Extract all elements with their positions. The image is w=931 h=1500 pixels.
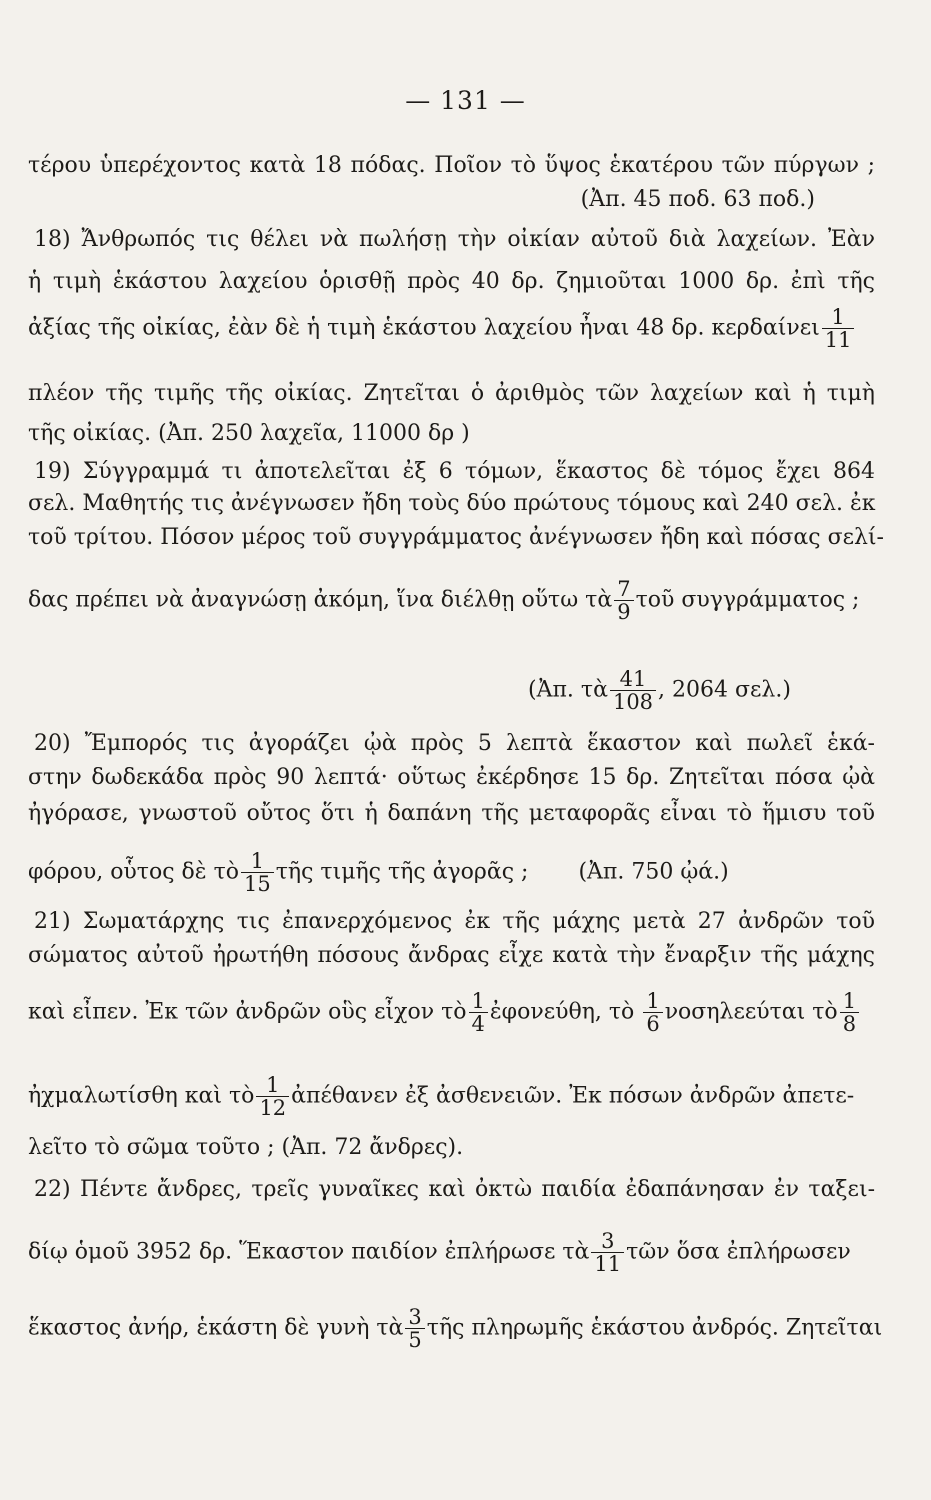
problem-21-line: 21) Σωματάρχης τις ἐπανερχόμενος ἐκ τῆς μάχης μετὰ 27 ἀνδρῶν τοῦ <box>34 909 875 934</box>
page-number: — 131 — <box>405 86 526 115</box>
fraction-numerator: 1 <box>822 306 855 329</box>
problem-22-line: 22) Πέντε ἄνδρες, τρεῖς γυναῖκες καὶ ὀκτὼ παιδία ἐδαπάνησαν ἐν ταξει- <box>34 1177 875 1202</box>
answer-line: λεῖτο τὸ σῶμα τοῦτο ; (Ἀπ. 72 ἄνδρες). <box>28 1135 464 1160</box>
text-line: τέρου ὑπερέχοντος κατὰ 18 πόδας. Ποῖον τὸ ὕψος ἑκατέρου τῶν πύργων ; <box>28 153 875 178</box>
text-line: πλέον τῆς τιμῆς τῆς οἰκίας. Ζητεῖται ὁ ἀριθμὸς τῶν λαχείων καὶ ἡ τιμὴ <box>28 381 875 406</box>
fraction-denominator: 15 <box>244 872 271 896</box>
fraction <box>840 990 859 1035</box>
answer-line: τῆς οἰκίας. (Ἀπ. 250 λαχεῖα, 11000 δρ ) <box>28 421 470 446</box>
fraction-denominator: 108 <box>612 690 654 714</box>
fraction-denominator: 6 <box>646 1012 660 1036</box>
text-segment: , 2064 σελ.) <box>658 677 791 703</box>
answer-text: (Ἀπ. 750 ᾠά.) <box>578 859 729 885</box>
problem-20-line: 20) Ἔμπορός τις ἀγοράζει ᾠὰ πρὸς 5 λεπτὰ ἕκαστον καὶ πωλεῖ ἑκά- <box>34 731 875 756</box>
fraction-denominator: 9 <box>617 600 631 624</box>
fraction <box>469 990 488 1035</box>
text-segment: τῆς τιμῆς τῆς ἀγορᾶς ; <box>275 859 529 885</box>
text-line <box>28 1074 875 1119</box>
text-line: ἡ τιμὴ ἑκάστου λαχείου ὁρισθῇ πρὸς 40 δρ. ζημιοῦται 1000 δρ. ἐπὶ τῆς <box>28 269 875 294</box>
text-segment: δας πρέπει νὰ ἀναγνώσῃ ἀκόμη, ἵνα διέλθῃ οὕτω τὰ <box>28 587 613 613</box>
text-line: σελ. Μαθητής τις ἀνέγνωσεν ἤδη τοὺς δύο πρώτους τόμους καὶ 240 σελ. ἐκ <box>28 491 876 516</box>
fraction-denominator: 11 <box>824 328 852 352</box>
fraction-numerator: 7 <box>614 578 633 601</box>
answer-line <box>528 668 875 713</box>
text-segment: ἀπέθανεν ἐξ ἀσθενειῶν. Ἐκ πόσων ἀνδρῶν ἀπετε- <box>291 1083 855 1109</box>
fraction-numerator: 41 <box>610 668 656 691</box>
fraction-denominator: 5 <box>408 1328 422 1352</box>
fraction-denominator: 8 <box>842 1012 857 1036</box>
text-line <box>28 990 875 1035</box>
answer-line: (Ἀπ. 45 ποδ. 63 ποδ.) <box>580 187 815 212</box>
text-segment: (Ἀπ. τὰ <box>528 677 608 703</box>
fraction-numerator: 1 <box>469 990 488 1013</box>
fraction-numerator: 1 <box>643 990 662 1013</box>
text-line <box>28 850 875 895</box>
fraction-numerator: 3 <box>591 1230 624 1253</box>
fraction <box>822 306 855 351</box>
text-segment: τοῦ συγγράμματος ; <box>635 587 860 613</box>
fraction-denominator: 12 <box>259 1096 287 1120</box>
fraction <box>256 1074 289 1119</box>
fraction <box>610 668 656 713</box>
fraction <box>614 578 633 623</box>
fraction-numerator: 1 <box>840 990 859 1013</box>
text-segment: τῆς πληρωμῆς ἑκάστου ἀνδρός. Ζητεῖται <box>426 1315 883 1341</box>
fraction-numerator: 3 <box>405 1306 424 1329</box>
text-line: ἠγόρασε, γνωστοῦ οὔτος ὅτι ἡ δαπάνη τῆς μεταφορᾶς εἶναι τὸ ἥμισυ τοῦ <box>28 801 875 826</box>
text-line: στην δωδεκάδα πρὸς 90 λεπτά· οὕτως ἐκέρδησε 15 δρ. Ζητεῖται πόσα ᾠὰ <box>28 765 875 790</box>
text-line <box>28 306 875 351</box>
text-line: σώματος αὐτοῦ ἠρωτήθη πόσους ἄνδρας εἶχε κατὰ τὴν ἔναρξιν τῆς μάχης <box>28 943 875 968</box>
problem-18-line: 18) Ἄνθρωπός τις θέλει νὰ πωλήσῃ τὴν οἰκίαν αὐτοῦ διὰ λαχείων. Ἐὰν <box>34 227 875 252</box>
fraction <box>405 1306 424 1351</box>
text-line <box>28 578 875 623</box>
text-segment: δίῳ ὁμοῦ 3952 δρ. Ἕκαστον παιδίον ἐπλήρωσε τὰ <box>28 1239 590 1265</box>
text-segment: φόρου, οὗτος δὲ τὸ <box>28 859 239 885</box>
fraction <box>591 1230 624 1275</box>
text-segment: ἠχμαλωτίσθη καὶ τὸ <box>28 1083 255 1109</box>
text-segment: καὶ εἶπεν. Ἐκ τῶν ἀνδρῶν οὓς εἶχον τὸ <box>28 999 467 1025</box>
text-line: τοῦ τρίτου. Πόσον μέρος τοῦ συγγράμματος ἀνέγνωσεν ἤδη καὶ πόσας σελί- <box>28 525 884 550</box>
text-line <box>28 1305 883 1352</box>
text-segment: νοσηλεεύται τὸ <box>664 999 838 1025</box>
text-segment: ἕκαστος ἀνήρ, ἑκάστη δὲ γυνὴ τὰ <box>28 1315 404 1341</box>
fraction-numerator: 1 <box>241 850 274 873</box>
text-segment: ἀξίας τῆς οἰκίας, ἐὰν δὲ ἡ τιμὴ ἑκάστου λαχείου ἦναι 48 δρ. κερδαίνει <box>28 315 820 341</box>
fraction-numerator: 1 <box>256 1074 289 1097</box>
problem-19-line: 19) Σύγγραμμά τι ἀποτελεῖται ἐξ 6 τόμων, ἕκαστος δὲ τόμος ἔχει 864 <box>34 459 875 484</box>
text-line <box>28 1230 875 1275</box>
text-segment: ἐφονεύθη, τὸ <box>489 999 635 1025</box>
fraction-denominator: 4 <box>471 1012 485 1036</box>
text-segment: τῶν ὅσα ἐπλήρωσεν <box>626 1239 851 1265</box>
fraction <box>643 990 662 1035</box>
fraction <box>241 850 274 895</box>
fraction-denominator: 11 <box>594 1252 622 1276</box>
